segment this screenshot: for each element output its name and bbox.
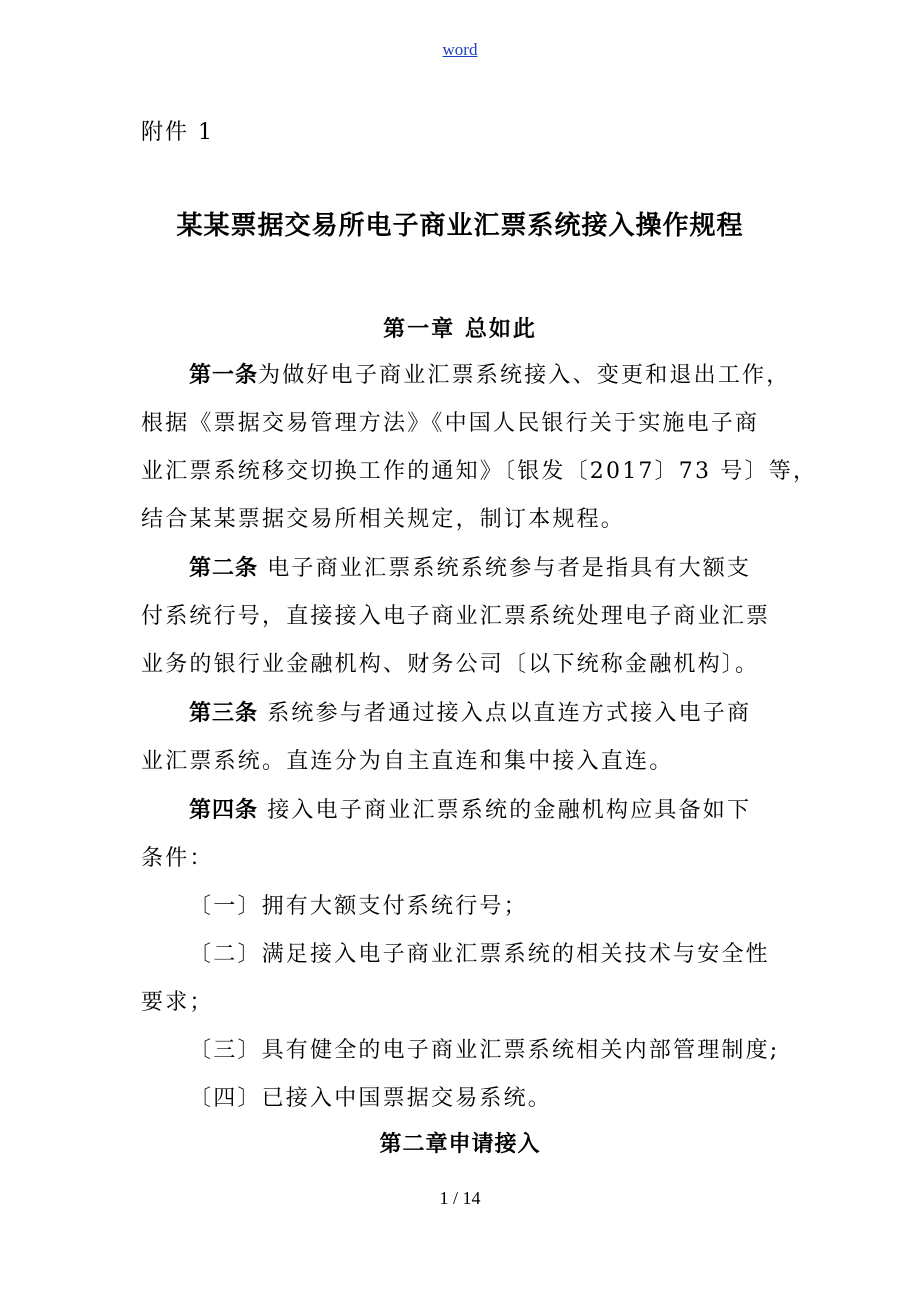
article-2-line-2: 付系统行号，直接接入电子商业汇票系统处理电子商业汇票 xyxy=(141,604,771,629)
article-4-line-2: 条件： xyxy=(141,846,214,871)
article-2-line-3: 业务的银行业金融机构、财务公司〔以下统称金融机构〕。 xyxy=(141,652,760,677)
article-4-conditions xyxy=(141,883,781,1123)
article-1-line-4: 结合某某票据交易所相关规定，制订本规程。 xyxy=(141,507,626,532)
header-word-link xyxy=(0,40,920,60)
article-3-label: 第三条 xyxy=(189,701,259,726)
chapter-1-heading: 第一章 总如此 xyxy=(383,317,537,342)
page-number: 1 / 14 xyxy=(439,1188,481,1208)
article-2-line-1: 第二条 电子商业汇票系统系统参与者是指具有大额支 xyxy=(189,556,752,581)
article-4-label: 第四条 xyxy=(189,798,259,823)
article-4-line-1: 第四条 接入电子商业汇票系统的金融机构应具备如下 xyxy=(189,798,752,823)
article-1 xyxy=(141,352,818,544)
article-2 xyxy=(141,545,781,689)
document-title: 某某票据交易所电子商业汇票系统接入操作规程 xyxy=(176,211,744,241)
article-1-line-1: 第一条为做好电子商业汇票系统接入、变更和退出工作， xyxy=(189,363,791,388)
article-1-line-2: 根据《票据交易管理方法》《中国人民银行关于实施电子商 xyxy=(141,411,760,436)
condition-1: 〔一〕拥有大额支付系统行号； xyxy=(189,894,528,919)
condition-3: 〔三〕具有健全的电子商业汇票系统相关内部管理制度; xyxy=(189,1038,780,1063)
article-2-label: 第二条 xyxy=(189,556,259,581)
attachment-label: 附件 1 xyxy=(141,120,214,145)
chapter-2-heading: 第二章申请接入 xyxy=(379,1132,541,1157)
condition-4: 〔四〕已接入中国票据交易系统。 xyxy=(189,1086,553,1111)
article-3-line-1: 第三条 系统参与者通过接入点以直连方式接入电子商 xyxy=(189,701,752,726)
condition-2-cont: 要求； xyxy=(141,990,214,1015)
article-4 xyxy=(141,787,781,883)
condition-2: 〔二〕满足接入电子商业汇票系统的相关技术与安全性 xyxy=(189,942,770,967)
article-1-line-3: 业汇票系统移交切换工作的通知》〔银发〔2017〕73 号〕等， xyxy=(141,459,818,484)
article-1-label: 第一条 xyxy=(189,363,259,388)
word-link[interactable]: word xyxy=(442,40,478,59)
article-3 xyxy=(141,690,781,786)
article-3-line-2: 业汇票系统。直连分为自主直连和集中接入直连。 xyxy=(141,749,674,774)
